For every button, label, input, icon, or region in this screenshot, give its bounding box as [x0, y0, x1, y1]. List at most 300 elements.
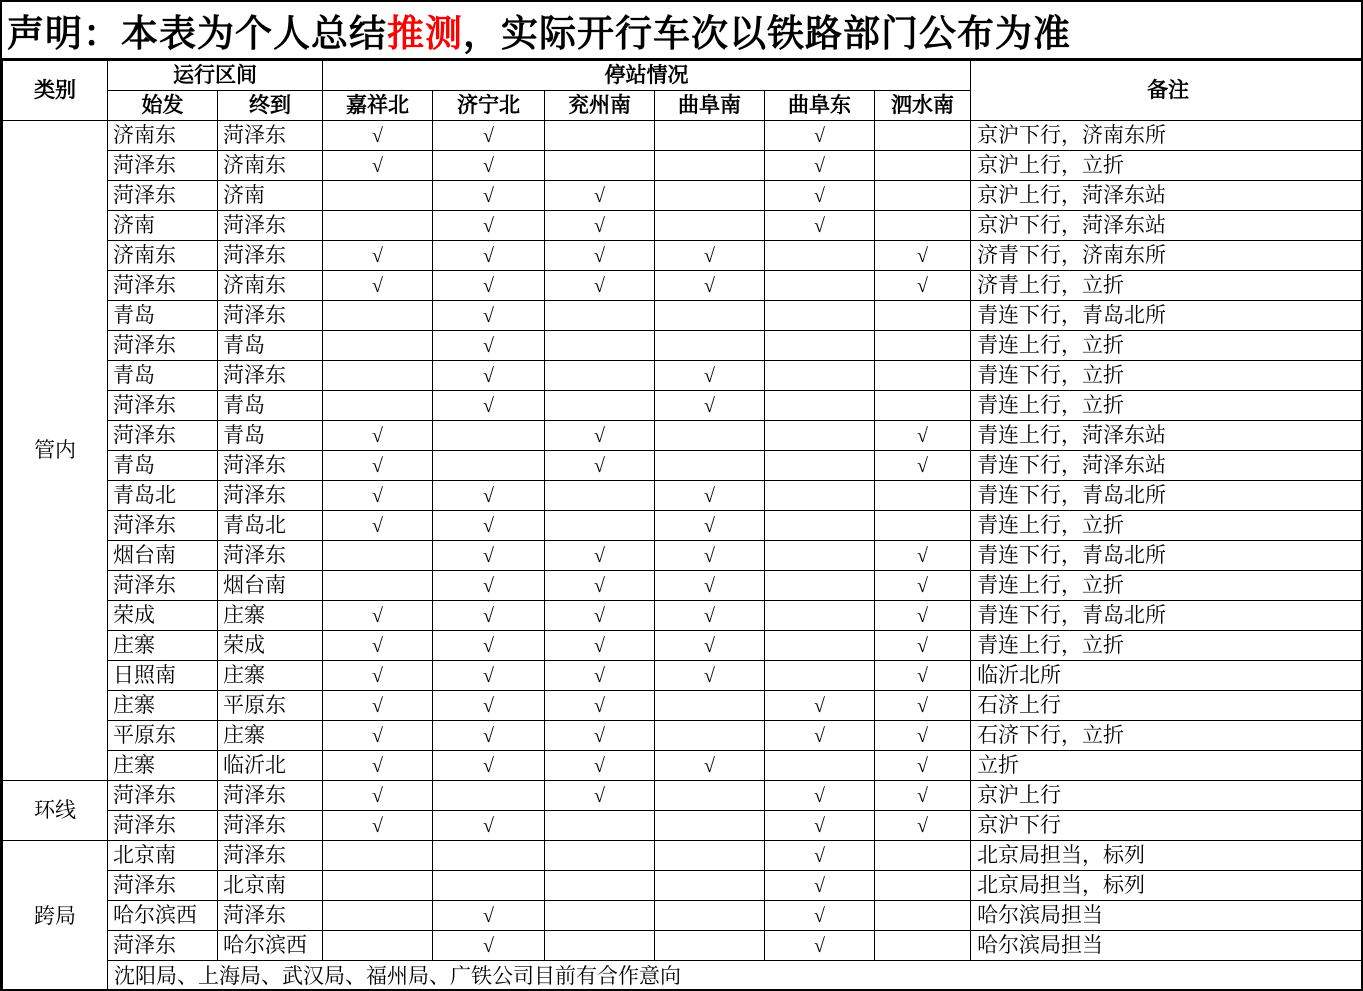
table-row	[3, 331, 1363, 361]
stop-empty-cell	[655, 691, 765, 721]
stop-check-cell: √	[545, 571, 655, 601]
table-row	[3, 421, 1363, 451]
table-row	[3, 391, 1363, 421]
stop-empty-cell	[545, 481, 655, 511]
stop-empty-cell	[875, 181, 971, 211]
cooperation-note-cell: 沈阳局、上海局、武汉局、福州局、广铁公司目前有合作意向	[108, 961, 1363, 991]
stop-empty-cell	[765, 331, 875, 361]
stop-empty-cell	[323, 181, 433, 211]
disclaimer-title	[2, 2, 1361, 60]
stop-empty-cell	[433, 871, 545, 901]
stop-check-cell: √	[875, 661, 971, 691]
destination-cell: 青岛	[218, 421, 323, 451]
origin-cell: 菏泽东	[108, 391, 218, 421]
destination-cell: 平原东	[218, 691, 323, 721]
remark-cell: 青连上行，立折	[971, 331, 1363, 361]
stop-check-cell: √	[323, 271, 433, 301]
stop-check-cell: √	[433, 601, 545, 631]
stop-check-cell: √	[323, 481, 433, 511]
table-row	[3, 361, 1363, 391]
header-origin: 始发	[108, 91, 218, 121]
header-station-jiningbei: 济宁北	[433, 91, 545, 121]
destination-cell: 菏泽东	[218, 781, 323, 811]
stop-empty-cell	[765, 661, 875, 691]
stop-empty-cell	[765, 391, 875, 421]
stop-empty-cell	[323, 391, 433, 421]
stop-check-cell: √	[875, 571, 971, 601]
destination-cell: 哈尔滨西	[218, 931, 323, 961]
stop-check-cell: √	[875, 241, 971, 271]
stop-check-cell: √	[433, 151, 545, 181]
destination-cell: 菏泽东	[218, 841, 323, 871]
stop-check-cell: √	[433, 271, 545, 301]
table-row	[3, 841, 1363, 871]
remark-cell: 青连下行，青岛北所	[971, 301, 1363, 331]
stop-empty-cell	[875, 931, 971, 961]
stop-empty-cell	[545, 511, 655, 541]
stop-check-cell: √	[545, 721, 655, 751]
stop-check-cell: √	[433, 541, 545, 571]
stop-check-cell: √	[323, 661, 433, 691]
remark-cell: 青连上行，立折	[971, 631, 1363, 661]
table-row	[3, 811, 1363, 841]
stop-empty-cell	[655, 931, 765, 961]
stop-check-cell: √	[875, 691, 971, 721]
stop-empty-cell	[545, 121, 655, 151]
stop-check-cell: √	[875, 541, 971, 571]
stop-check-cell: √	[655, 631, 765, 661]
destination-cell: 庄寨	[218, 661, 323, 691]
stop-check-cell: √	[655, 481, 765, 511]
stop-check-cell: √	[323, 511, 433, 541]
stop-check-cell: √	[765, 811, 875, 841]
origin-cell: 菏泽东	[108, 511, 218, 541]
stop-empty-cell	[545, 901, 655, 931]
train-schedule-table	[2, 60, 1363, 991]
stop-check-cell: √	[655, 571, 765, 601]
stop-empty-cell	[655, 151, 765, 181]
remark-cell: 京沪下行，济南东所	[971, 121, 1363, 151]
stop-check-cell: √	[875, 451, 971, 481]
table-row	[3, 211, 1363, 241]
destination-cell: 菏泽东	[218, 361, 323, 391]
stop-check-cell: √	[655, 661, 765, 691]
stop-check-cell: √	[433, 721, 545, 751]
origin-cell: 菏泽东	[108, 811, 218, 841]
destination-cell: 菏泽东	[218, 541, 323, 571]
destination-cell: 济南东	[218, 271, 323, 301]
stop-check-cell: √	[545, 541, 655, 571]
table-row	[3, 541, 1363, 571]
stop-empty-cell	[433, 421, 545, 451]
stop-check-cell: √	[655, 241, 765, 271]
stop-empty-cell	[765, 541, 875, 571]
header-station-jiaxiangbei: 嘉祥北	[323, 91, 433, 121]
stop-empty-cell	[765, 241, 875, 271]
origin-cell: 菏泽东	[108, 781, 218, 811]
stop-empty-cell	[323, 331, 433, 361]
stop-empty-cell	[545, 331, 655, 361]
stop-empty-cell	[545, 811, 655, 841]
stop-check-cell: √	[323, 691, 433, 721]
origin-cell: 菏泽东	[108, 331, 218, 361]
origin-cell: 菏泽东	[108, 271, 218, 301]
stop-check-cell: √	[545, 181, 655, 211]
destination-cell: 菏泽东	[218, 241, 323, 271]
origin-cell: 济南东	[108, 241, 218, 271]
remark-cell: 临沂北所	[971, 661, 1363, 691]
stop-check-cell: √	[323, 781, 433, 811]
header-stops: 停站情况	[323, 61, 971, 91]
destination-cell: 青岛	[218, 391, 323, 421]
table-row	[3, 631, 1363, 661]
stop-check-cell: √	[433, 571, 545, 601]
origin-cell: 哈尔滨西	[108, 901, 218, 931]
table-body	[3, 121, 1363, 991]
destination-cell: 青岛北	[218, 511, 323, 541]
stop-check-cell: √	[433, 121, 545, 151]
remark-cell: 济青下行，济南东所	[971, 241, 1363, 271]
stop-empty-cell	[655, 181, 765, 211]
stop-check-cell: √	[323, 121, 433, 151]
stop-empty-cell	[875, 871, 971, 901]
origin-cell: 菏泽东	[108, 871, 218, 901]
stop-empty-cell	[323, 571, 433, 601]
remark-cell: 北京局担当，标列	[971, 871, 1363, 901]
stop-empty-cell	[875, 121, 971, 151]
stop-check-cell: √	[433, 811, 545, 841]
stop-empty-cell	[655, 781, 765, 811]
category-cell: 管内	[3, 121, 108, 781]
stop-empty-cell	[323, 841, 433, 871]
stop-check-cell: √	[765, 181, 875, 211]
table-row	[3, 931, 1363, 961]
header-station-sishuinan: 泗水南	[875, 91, 971, 121]
header-destination: 终到	[218, 91, 323, 121]
remark-cell: 青连上行，菏泽东站	[971, 421, 1363, 451]
table-row	[3, 661, 1363, 691]
stop-check-cell: √	[765, 151, 875, 181]
stop-check-cell: √	[545, 751, 655, 781]
stop-empty-cell	[433, 781, 545, 811]
stop-check-cell: √	[765, 121, 875, 151]
stop-check-cell: √	[433, 901, 545, 931]
stop-empty-cell	[655, 811, 765, 841]
table-row	[3, 751, 1363, 781]
table-row	[3, 481, 1363, 511]
stop-check-cell: √	[433, 361, 545, 391]
table-row	[3, 691, 1363, 721]
stop-check-cell: √	[545, 421, 655, 451]
stop-empty-cell	[765, 361, 875, 391]
stop-check-cell: √	[433, 331, 545, 361]
stop-check-cell: √	[875, 811, 971, 841]
stop-empty-cell	[655, 421, 765, 451]
stop-check-cell: √	[875, 601, 971, 631]
stop-empty-cell	[655, 721, 765, 751]
stop-check-cell: √	[545, 661, 655, 691]
origin-cell: 庄寨	[108, 691, 218, 721]
stop-empty-cell	[765, 511, 875, 541]
remark-cell: 京沪下行	[971, 811, 1363, 841]
stop-check-cell: √	[765, 931, 875, 961]
stop-check-cell: √	[323, 721, 433, 751]
stop-empty-cell	[655, 121, 765, 151]
stop-empty-cell	[875, 361, 971, 391]
disclaimer-highlight: 推测	[387, 14, 463, 55]
stop-check-cell: √	[323, 241, 433, 271]
table-row	[3, 871, 1363, 901]
table-row	[3, 241, 1363, 271]
stop-check-cell: √	[433, 511, 545, 541]
stop-check-cell: √	[545, 601, 655, 631]
stop-empty-cell	[875, 511, 971, 541]
header-station-qufudong: 曲阜东	[765, 91, 875, 121]
remark-cell: 石济下行，立折	[971, 721, 1363, 751]
stop-empty-cell	[545, 871, 655, 901]
origin-cell: 济南东	[108, 121, 218, 151]
stop-check-cell: √	[433, 301, 545, 331]
table-row	[3, 121, 1363, 151]
stop-empty-cell	[765, 451, 875, 481]
header-interval: 运行区间	[108, 61, 323, 91]
stop-check-cell: √	[433, 481, 545, 511]
cooperation-note-row	[3, 961, 1363, 991]
origin-cell: 青岛北	[108, 481, 218, 511]
table-row	[3, 511, 1363, 541]
stop-check-cell: √	[655, 541, 765, 571]
remark-cell: 北京局担当，标列	[971, 841, 1363, 871]
stop-empty-cell	[765, 421, 875, 451]
destination-cell: 北京南	[218, 871, 323, 901]
header-category: 类别	[3, 61, 108, 121]
origin-cell: 庄寨	[108, 751, 218, 781]
header-station-qufunan: 曲阜南	[655, 91, 765, 121]
remark-cell: 青连下行，青岛北所	[971, 541, 1363, 571]
stop-check-cell: √	[875, 631, 971, 661]
stop-check-cell: √	[655, 511, 765, 541]
origin-cell: 青岛	[108, 301, 218, 331]
origin-cell: 菏泽东	[108, 151, 218, 181]
stop-check-cell: √	[433, 181, 545, 211]
stop-empty-cell	[875, 901, 971, 931]
table-row	[3, 181, 1363, 211]
destination-cell: 荣成	[218, 631, 323, 661]
stop-check-cell: √	[545, 271, 655, 301]
stop-empty-cell	[545, 931, 655, 961]
stop-check-cell: √	[545, 631, 655, 661]
stop-empty-cell	[655, 901, 765, 931]
table-row	[3, 781, 1363, 811]
stop-empty-cell	[545, 841, 655, 871]
stop-empty-cell	[875, 331, 971, 361]
destination-cell: 庄寨	[218, 721, 323, 751]
stop-check-cell: √	[875, 781, 971, 811]
remark-cell: 青连下行，青岛北所	[971, 481, 1363, 511]
stop-check-cell: √	[433, 241, 545, 271]
origin-cell: 荣成	[108, 601, 218, 631]
remark-cell: 青连上行，立折	[971, 571, 1363, 601]
stop-empty-cell	[765, 571, 875, 601]
remark-cell: 青连上行，立折	[971, 391, 1363, 421]
stop-check-cell: √	[545, 691, 655, 721]
stop-empty-cell	[765, 751, 875, 781]
stop-empty-cell	[323, 211, 433, 241]
stop-check-cell: √	[323, 601, 433, 631]
stop-check-cell: √	[655, 271, 765, 301]
stop-empty-cell	[433, 841, 545, 871]
origin-cell: 菏泽东	[108, 181, 218, 211]
stop-empty-cell	[545, 301, 655, 331]
stop-empty-cell	[545, 361, 655, 391]
stop-empty-cell	[655, 451, 765, 481]
stop-check-cell: √	[323, 451, 433, 481]
origin-cell: 菏泽东	[108, 931, 218, 961]
stop-check-cell: √	[545, 451, 655, 481]
remark-cell: 济青上行，立折	[971, 271, 1363, 301]
destination-cell: 济南	[218, 181, 323, 211]
stop-check-cell: √	[655, 601, 765, 631]
destination-cell: 菏泽东	[218, 481, 323, 511]
destination-cell: 菏泽东	[218, 301, 323, 331]
header-station-yanzhounan: 兖州南	[545, 91, 655, 121]
stop-empty-cell	[545, 151, 655, 181]
stop-empty-cell	[323, 871, 433, 901]
stop-empty-cell	[655, 211, 765, 241]
stop-empty-cell	[765, 631, 875, 661]
remark-cell: 京沪上行	[971, 781, 1363, 811]
remark-cell: 青连下行，菏泽东站	[971, 451, 1363, 481]
stop-empty-cell	[765, 601, 875, 631]
remark-cell: 京沪上行，立折	[971, 151, 1363, 181]
stop-empty-cell	[323, 901, 433, 931]
stop-check-cell: √	[545, 781, 655, 811]
stop-empty-cell	[323, 931, 433, 961]
stop-empty-cell	[655, 301, 765, 331]
origin-cell: 济南	[108, 211, 218, 241]
stop-empty-cell	[323, 301, 433, 331]
remark-cell: 哈尔滨局担当	[971, 901, 1363, 931]
destination-cell: 青岛	[218, 331, 323, 361]
stop-empty-cell	[655, 871, 765, 901]
table-row	[3, 451, 1363, 481]
stop-check-cell: √	[875, 721, 971, 751]
stop-check-cell: √	[323, 751, 433, 781]
stop-check-cell: √	[433, 211, 545, 241]
destination-cell: 济南东	[218, 151, 323, 181]
destination-cell: 烟台南	[218, 571, 323, 601]
stop-check-cell: √	[765, 901, 875, 931]
category-cell: 环线	[3, 781, 108, 841]
stop-empty-cell	[765, 271, 875, 301]
stop-empty-cell	[875, 151, 971, 181]
stop-check-cell: √	[545, 241, 655, 271]
stop-check-cell: √	[323, 421, 433, 451]
destination-cell: 菏泽东	[218, 211, 323, 241]
stop-empty-cell	[655, 331, 765, 361]
destination-cell: 菏泽东	[218, 451, 323, 481]
remark-cell: 立折	[971, 751, 1363, 781]
stop-check-cell: √	[655, 751, 765, 781]
stop-check-cell: √	[323, 151, 433, 181]
stop-check-cell: √	[875, 751, 971, 781]
stop-check-cell: √	[433, 631, 545, 661]
remark-cell: 青连上行，立折	[971, 511, 1363, 541]
origin-cell: 青岛	[108, 361, 218, 391]
destination-cell: 菏泽东	[218, 811, 323, 841]
table-row	[3, 901, 1363, 931]
destination-cell: 菏泽东	[218, 901, 323, 931]
table-row	[3, 271, 1363, 301]
origin-cell: 日照南	[108, 661, 218, 691]
stop-check-cell: √	[655, 391, 765, 421]
origin-cell: 菏泽东	[108, 421, 218, 451]
stop-check-cell: √	[433, 751, 545, 781]
stop-empty-cell	[323, 361, 433, 391]
table-row	[3, 301, 1363, 331]
destination-cell: 菏泽东	[218, 121, 323, 151]
origin-cell: 北京南	[108, 841, 218, 871]
stop-check-cell: √	[545, 211, 655, 241]
remark-cell: 京沪下行，菏泽东站	[971, 211, 1363, 241]
stop-empty-cell	[875, 481, 971, 511]
category-cell: 跨局	[3, 841, 108, 991]
origin-cell: 烟台南	[108, 541, 218, 571]
disclaimer-prefix: 声明：本表为个人总结	[7, 14, 387, 55]
header-row-1	[3, 61, 1363, 91]
stop-empty-cell	[765, 301, 875, 331]
stop-check-cell: √	[765, 691, 875, 721]
remark-cell: 石济上行	[971, 691, 1363, 721]
stop-empty-cell	[655, 841, 765, 871]
remark-cell: 青连下行，青岛北所	[971, 601, 1363, 631]
stop-empty-cell	[875, 391, 971, 421]
stop-check-cell: √	[655, 361, 765, 391]
stop-check-cell: √	[433, 391, 545, 421]
stop-check-cell: √	[765, 211, 875, 241]
stop-empty-cell	[765, 481, 875, 511]
remark-cell: 哈尔滨局担当	[971, 931, 1363, 961]
disclaimer-suffix: ，实际开行车次以铁路部门公布为准	[463, 14, 1071, 55]
stop-check-cell: √	[765, 871, 875, 901]
stop-check-cell: √	[323, 631, 433, 661]
stop-check-cell: √	[875, 421, 971, 451]
destination-cell: 临沂北	[218, 751, 323, 781]
stop-empty-cell	[323, 541, 433, 571]
stop-empty-cell	[545, 391, 655, 421]
destination-cell: 庄寨	[218, 601, 323, 631]
remark-cell: 京沪上行，菏泽东站	[971, 181, 1363, 211]
table-row	[3, 571, 1363, 601]
table-row	[3, 721, 1363, 751]
origin-cell: 庄寨	[108, 631, 218, 661]
stop-check-cell: √	[765, 841, 875, 871]
stop-empty-cell	[875, 841, 971, 871]
remark-cell: 青连下行，立折	[971, 361, 1363, 391]
origin-cell: 青岛	[108, 451, 218, 481]
stop-check-cell: √	[433, 691, 545, 721]
stop-check-cell: √	[765, 721, 875, 751]
stop-check-cell: √	[323, 811, 433, 841]
origin-cell: 平原东	[108, 721, 218, 751]
stop-empty-cell	[433, 451, 545, 481]
stop-check-cell: √	[433, 931, 545, 961]
header-remarks: 备注	[971, 61, 1363, 121]
stop-check-cell: √	[765, 781, 875, 811]
table-row	[3, 601, 1363, 631]
table-row	[3, 151, 1363, 181]
origin-cell: 菏泽东	[108, 571, 218, 601]
